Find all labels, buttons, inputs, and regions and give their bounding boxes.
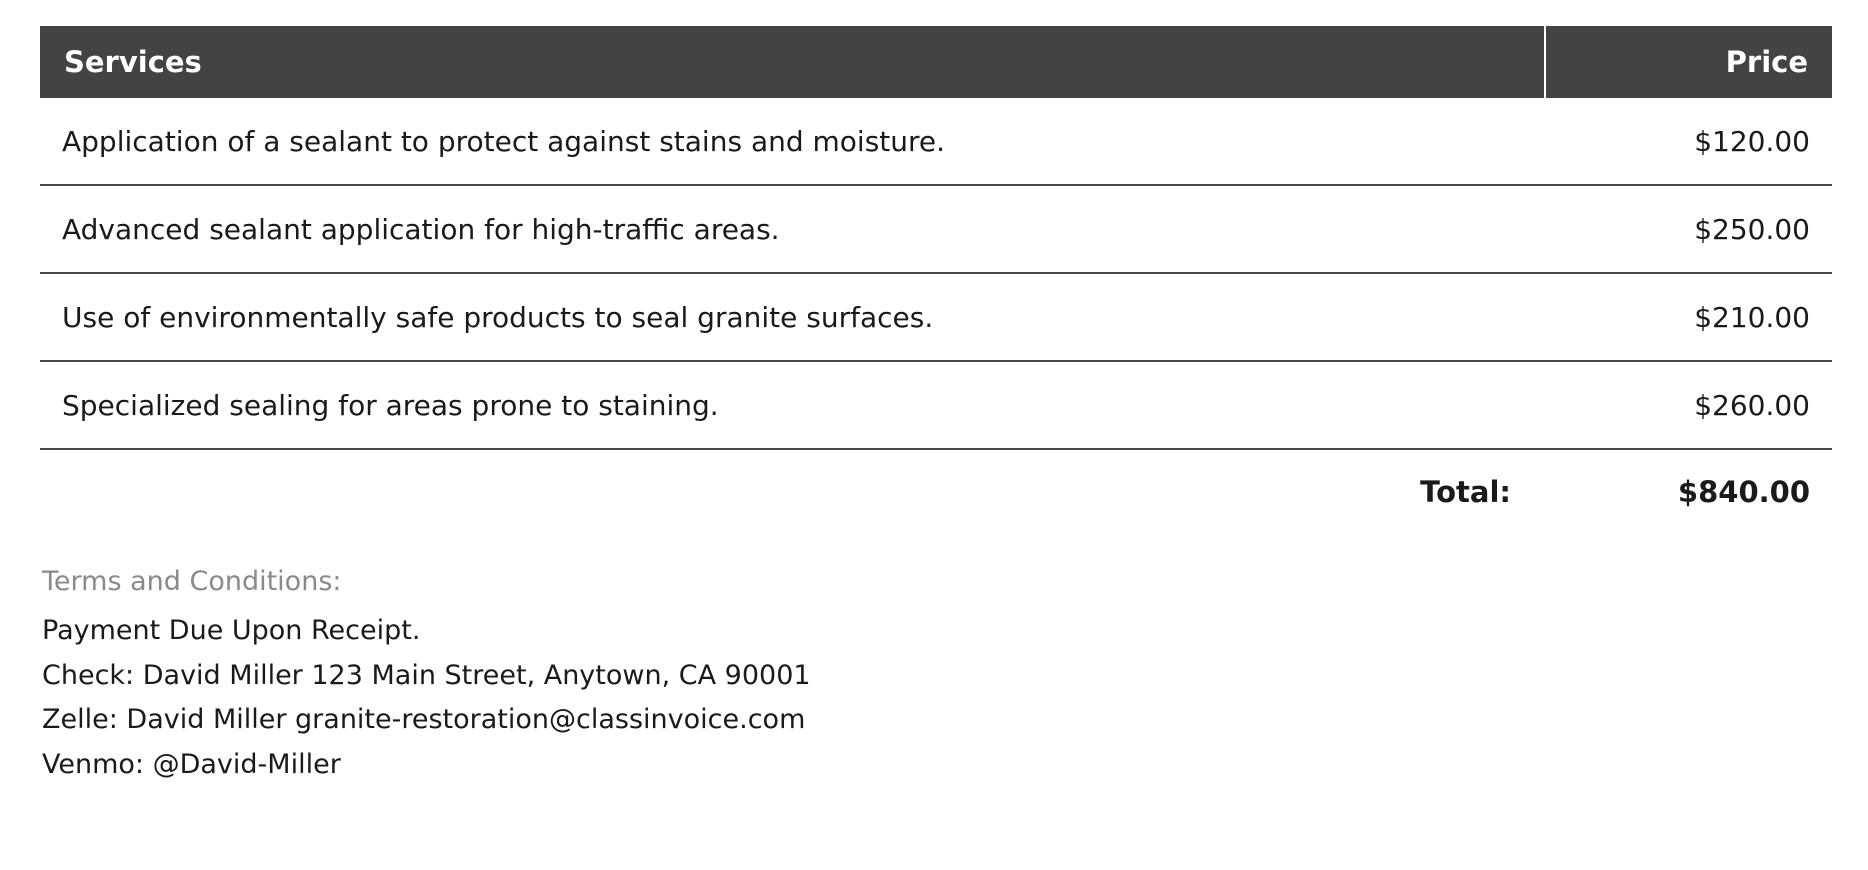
table-body <box>40 98 1832 449</box>
total-label: Total: <box>1420 475 1511 509</box>
service-description: Specialized sealing for areas prone to staining. <box>40 361 1545 449</box>
column-header-services: Services <box>40 26 1545 98</box>
terms-line: Venmo: @David-Miller <box>42 748 341 780</box>
total-value: $840.00 <box>1677 475 1810 509</box>
service-price: $260.00 <box>1545 361 1832 449</box>
table-row <box>40 273 1832 361</box>
column-header-price: Price <box>1545 26 1832 98</box>
total-row <box>40 449 1832 534</box>
table-row <box>40 361 1832 449</box>
service-price: $120.00 <box>1545 98 1832 185</box>
terms-line: Zelle: David Miller granite-restoration@classinvoice.com <box>42 704 806 736</box>
table-footer <box>40 449 1832 534</box>
table-row <box>40 185 1832 273</box>
service-price: $250.00 <box>1545 185 1832 273</box>
service-description: Application of a sealant to protect against stains and moisture. <box>40 98 1545 185</box>
table-header <box>40 26 1832 98</box>
table-row <box>40 98 1832 185</box>
services-table <box>40 26 1832 534</box>
service-description: Use of environmentally safe products to seal granite surfaces. <box>40 273 1545 361</box>
terms-heading: Terms and Conditions: <box>42 566 342 597</box>
service-description: Advanced sealant application for high-traffic areas. <box>40 185 1545 273</box>
terms-and-conditions <box>40 566 1828 787</box>
terms-line: Payment Due Upon Receipt. <box>42 615 421 646</box>
service-price: $210.00 <box>1545 273 1832 361</box>
table-header-row <box>40 26 1832 98</box>
terms-line: Check: David Miller 123 Main Street, Anytown, CA 90001 <box>42 659 811 691</box>
